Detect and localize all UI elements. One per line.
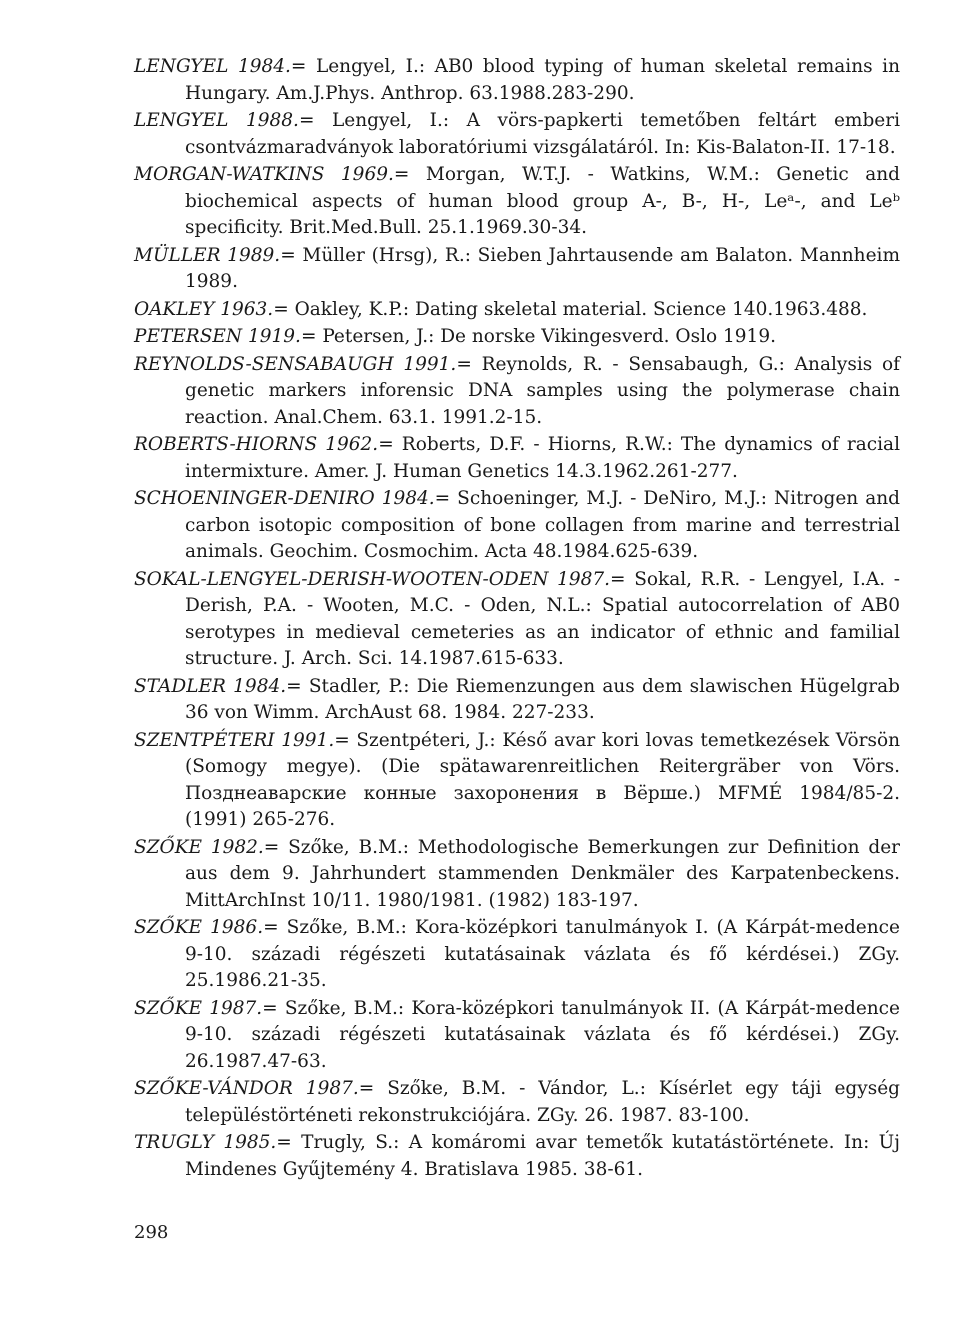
page-number: 298 [134,1222,169,1243]
reference-text: = Trugly, S.: A komáromi avar temetők kutatástörténete. In: Új Mindenes Gyűjtemény 4. Bratislava 1985. 38-61. [185,1132,900,1180]
reference-entry [134,1076,900,1129]
reference-text: = Szőke, B.M.: Kora-középkori tanulmányok II. (A Kárpát-medence 9-10. századi régészeti kutatásainak vázlata és fő kérdései.) ZGy. 26.1987.47-63. [185,997,900,1072]
reference-text: = Stadler, P.: Die Riemenzungen aus dem slawischen Hügelgrab 36 von Wimm. ArchAust 68. 1984. 227-233. [185,675,900,723]
reference-entry [134,324,900,351]
reference-key: LENGYEL 1984. [134,56,291,77]
reference-entry [134,915,900,995]
reference-list [134,54,900,1184]
reference-text: = Sokal, R.R. - Lengyel, I.A. - Derish, P.A. - Wooten, M.C. - Oden, N.L.: Spatial autocorrelation of AB0 serotypes in medieval cemeteries as an indicator of ethnic and familial structure. J. Arch. Sci. 14.1987.615-633. [185,568,900,669]
reference-key: TRUGLY 1985. [134,1132,277,1153]
reference-entry [134,567,900,673]
reference-text: = Morgan, W.T.J. - Watkins, W.M.: Genetic and biochemical aspects of human blood group A-, B-, H-, Leᵃ-, and Leᵇ specificity. Brit.Med.Bull. 25.1.1969.30-34. [185,164,901,238]
reference-key: OAKLEY 1963. [134,298,274,320]
reference-text: = Oakley, K.P.: Dating skeletal material. Science 140.1963.488. [273,298,868,320]
reference-key: PETERSEN 1919. [134,326,301,347]
reference-key: SCHOENINGER-DENIRO 1984. [134,488,435,509]
reference-key: STADLER 1984. [134,675,287,697]
reference-entry [134,162,900,242]
reference-key: MÜLLER 1989. [134,244,281,266]
reference-entry [134,243,900,296]
reference-text: = Szentpéteri, J.: Késő avar kori lovas temetkezések Vörsön (Somogy megye). (Die spätawarenreitlichen Reitergräber von Vörs. Позднеаварские конные захоронения в Вёрше.) MFMÉ 1984/85-2. (1991) 265-276. [185,729,900,830]
reference-text: = Szőke, B.M.: Methodologische Bemerkungen zur Definition der aus dem 9. Jahrhundert stammenden Denkmäler des Karpatenbeckens. MittArchInst 10/11. 1980/1981. (1982) 183-197. [185,836,900,911]
reference-entry [134,674,900,727]
reference-entry [134,297,900,324]
reference-key: MORGAN-WATKINS 1969. [134,164,394,185]
reference-entry [134,486,900,566]
reference-key: SOKAL-LENGYEL-DERISH-WOOTEN-ODEN 1987. [134,568,611,590]
reference-entry [134,54,900,107]
reference-text: = Szőke, B.M. - Vándor, L.: Kísérlet egy táji egység településtörténeti rekonstrukciójára. ZGy. 26. 1987. 83-100. [185,1078,900,1126]
reference-text: = Reynolds, R. - Sensabaugh, G.: Analysis of genetic markers inforensic DNA samples using the polymerase chain reaction. Anal.Chem. 63.1. 1991.2-15. [185,353,900,428]
reference-entry [134,432,900,485]
reference-text: = Szőke, B.M.: Kora-középkori tanulmányok I. (A Kárpát-medence 9-10. századi régészeti kutatásainak vázlata és fő kérdései.) ZGy. 25.1986.21-35. [185,917,900,991]
reference-entry [134,1130,900,1183]
reference-key: SZENTPÉTERI 1991. [134,729,335,751]
reference-text: = Petersen, J.: De norske Vikingesverd. Oslo 1919. [300,326,776,347]
reference-key: SZŐKE 1987. [134,997,263,1019]
reference-text: = Roberts, D.F. - Hiorns, R.W.: The dynamics of racial intermixture. Amer. J. Human Genetics 14.3.1962.261-277. [185,434,900,482]
reference-key: LENGYEL 1988. [134,110,299,131]
reference-key: SZŐKE 1986. [134,917,264,938]
reference-text: = Schoeninger, M.J. - DeNiro, M.J.: Nitrogen and carbon isotopic composition of bone collagen from marine and terrestrial animals. Geochim. Cosmochim. Acta 48.1984.625-639. [185,488,900,562]
reference-key: SZŐKE-VÁNDOR 1987. [134,1078,359,1099]
reference-key: ROBERTS-HIORNS 1962. [134,434,379,455]
reference-entry [134,352,900,432]
reference-entry [134,835,900,915]
reference-key: REYNOLDS-SENSABAUGH 1991. [134,353,457,375]
reference-entry [134,996,900,1076]
reference-text: = Lengyel, I.: A vörs-papkerti temetőben feltárt emberi csontvázmaradványok laboratóriumi vizsgálatáról. In: Kis-Balaton-II. 17-18. [185,110,901,158]
reference-entry [134,728,900,834]
reference-entry [134,108,900,161]
reference-text: = Müller (Hrsg), R.: Sieben Jahrtausende am Balaton. Mannheim 1989. [185,244,900,292]
reference-text: = Lengyel, I.: AB0 blood typing of human skeletal remains in Hungary. Am.J.Phys. Anthrop. 63.1988.283-290. [185,56,900,104]
reference-key: SZŐKE 1982. [134,836,264,858]
